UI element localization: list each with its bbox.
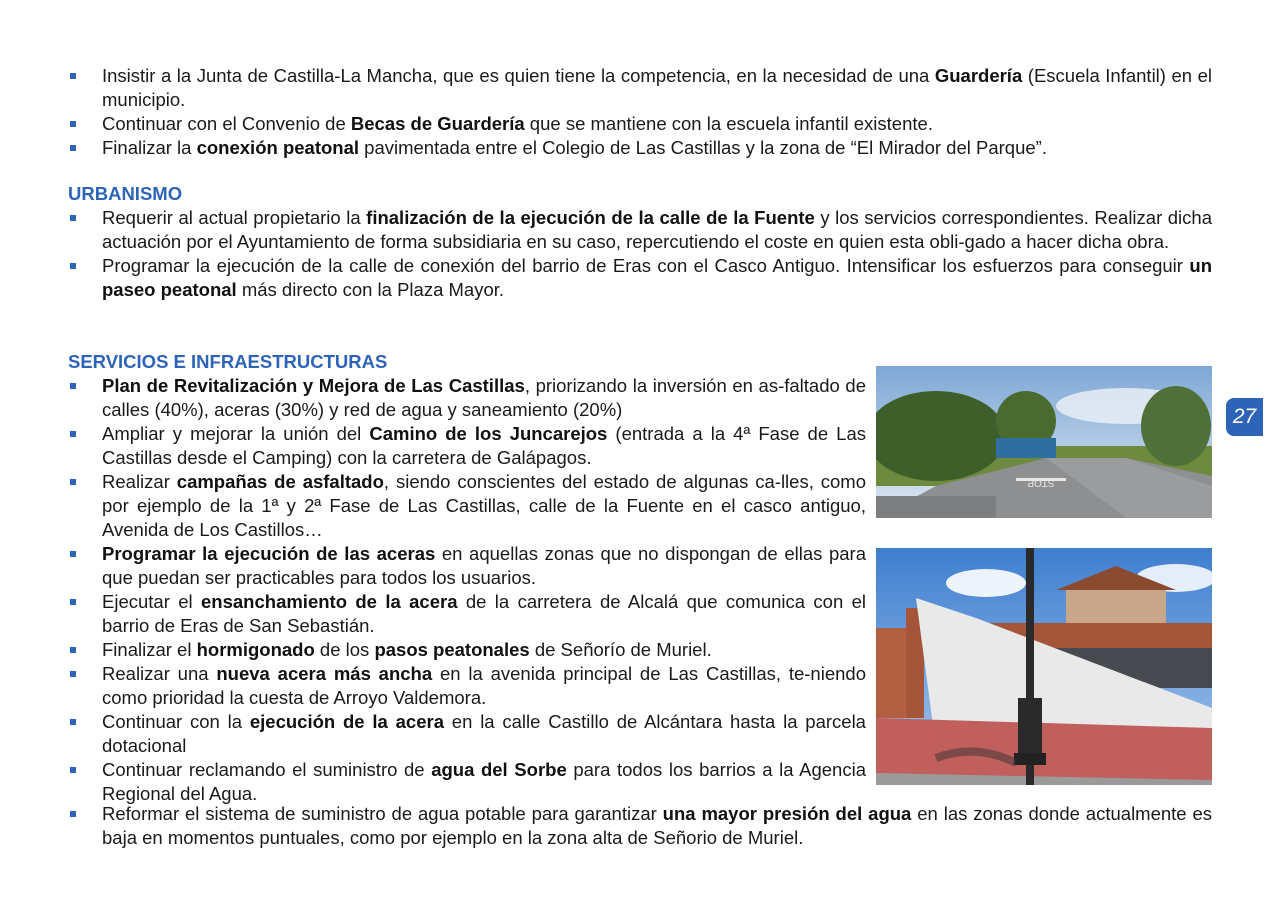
- page-number-badge: 27: [1226, 398, 1263, 436]
- servicios-wide-section: [68, 802, 1212, 850]
- road-photo-image: [876, 366, 1212, 518]
- list-item: Continuar con el Convenio de Becas de Guardería que se mantiene con la escuela infantil existente.: [68, 112, 1212, 136]
- urbanismo-list: [68, 206, 1212, 302]
- intro-section: [68, 64, 1212, 160]
- list-item: Finalizar la conexión peatonal pavimentada entre el Colegio de Las Castillas y la zona de “El Mirador del Parque”.: [68, 136, 1212, 160]
- list-item: Programar la ejecución de las aceras en aquellas zonas que no dispongan de ellas para que puedan ser practicables para todos los usuarios.: [68, 542, 866, 590]
- list-item: Requerir al actual propietario la finalización de la ejecución de la calle de la Fuente y los servicios correspondientes. Realizar dicha actuación por el Ayuntamiento de forma subsidiaria en su caso, repercutiendo el coste en quien esta obli-gado a hacer dicha obra.: [68, 206, 1212, 254]
- road-stop-marking: STOP: [1027, 477, 1055, 488]
- sidewalk-photo-image: [876, 548, 1212, 785]
- servicios-list: [68, 374, 866, 806]
- list-item: Realizar una nueva acera más ancha en la avenida principal de Las Castillas, te-niendo como prioridad la cuesta de Arroyo Valdemora.: [68, 662, 866, 710]
- list-item: Insistir a la Junta de Castilla-La Mancha, que es quien tiene la competencia, en la necesidad de una Guardería (Escuela Infantil) en el municipio.: [68, 64, 1212, 112]
- list-item: Finalizar el hormigonado de los pasos peatonales de Señorío de Muriel.: [68, 638, 866, 662]
- road-photo: [876, 366, 1212, 518]
- list-item: Plan de Revitalización y Mejora de Las Castillas, priorizando la inversión en as-faltado de calles (40%), aceras (30%) y red de agua y saneamiento (20%): [68, 374, 866, 422]
- servicios-wide-list: [68, 802, 1212, 850]
- urbanismo-section: [68, 182, 1212, 302]
- list-item: Continuar con la ejecución de la acera en la calle Castillo de Alcántara hasta la parcela dotacional: [68, 710, 866, 758]
- list-item: Continuar reclamando el suministro de agua del Sorbe para todos los barrios a la Agencia Regional del Agua.: [68, 758, 866, 806]
- list-item: Ejecutar el ensanchamiento de la acera de la carretera de Alcalá que comunica con el barrio de Eras de San Sebastián.: [68, 590, 866, 638]
- list-item: Programar la ejecución de la calle de conexión del barrio de Eras con el Casco Antiguo. Intensificar los esfuerzos para conseguir un paseo peatonal más directo con la Plaza Mayor.: [68, 254, 1212, 302]
- list-item: Ampliar y mejorar la unión del Camino de los Juncarejos (entrada a la 4ª Fase de Las Castillas desde el Camping) con la carretera de Galápagos.: [68, 422, 866, 470]
- servicios-section: [68, 350, 866, 806]
- section-heading: SERVICIOS E INFRAESTRUCTURAS: [68, 351, 388, 372]
- list-item: Reformar el sistema de suministro de agua potable para garantizar una mayor presión del agua en las zonas donde actualmente es baja en momentos puntuales, como por ejemplo en la zona alta de Señorio de Muriel.: [68, 802, 1212, 850]
- intro-list: [68, 64, 1212, 160]
- sidewalk-photo: [876, 548, 1212, 785]
- section-heading: URBANISMO: [68, 183, 183, 204]
- list-item: Realizar campañas de asfaltado, siendo conscientes del estado de algunas ca-lles, como por ejemplo de la 1ª y 2ª Fase de Las Castillas, calle de la Fuente en el casco antiguo, Avenida de Los Castillos…: [68, 470, 866, 542]
